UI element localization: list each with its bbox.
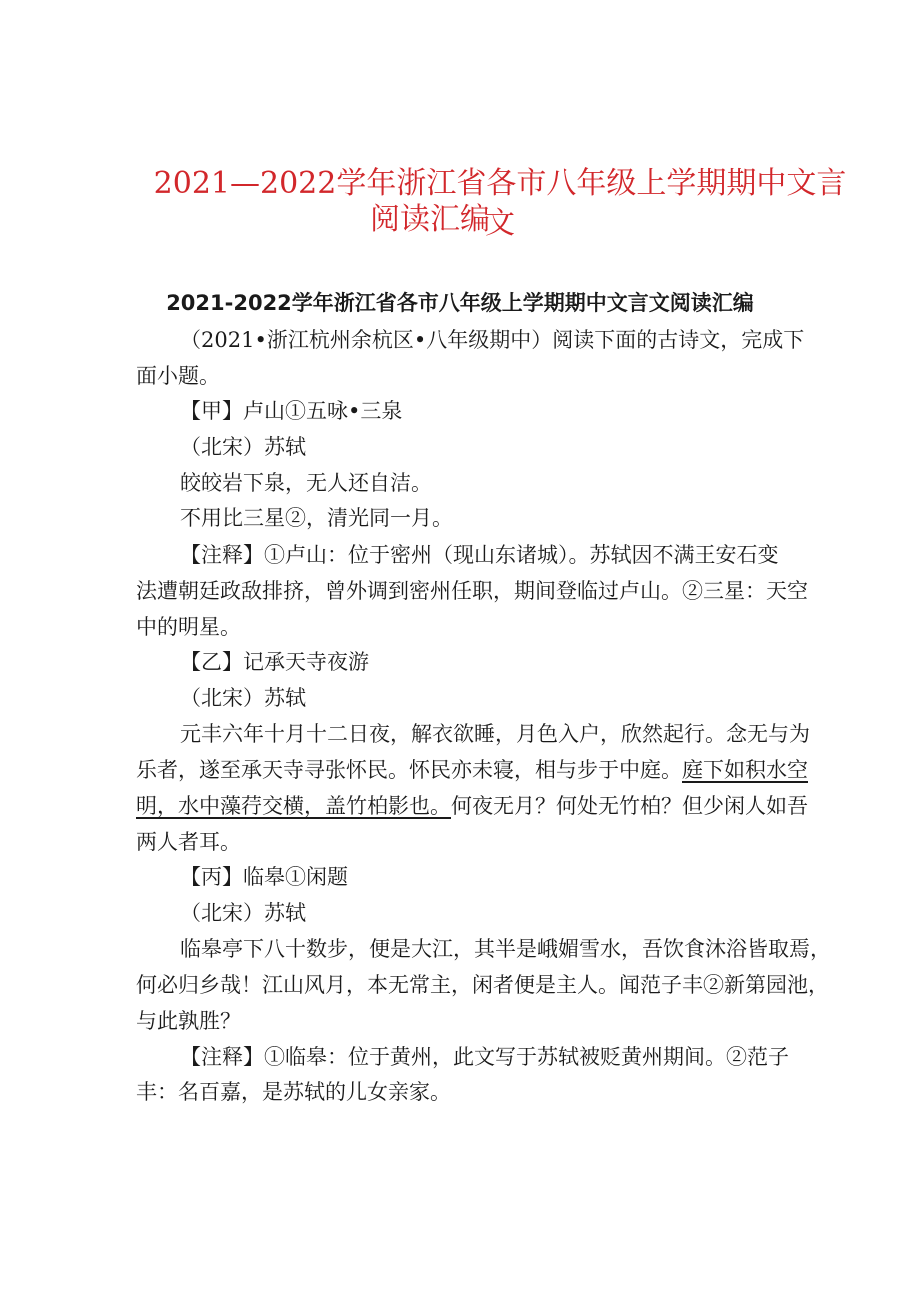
document-subtitle: 2021-2022学年浙江省各市八年级上学期期中文言文阅读汇编	[166, 291, 754, 315]
bing-author: （北宋）苏轼	[180, 901, 306, 925]
yi-text-line-2-underlined: 庭下如积水空	[682, 758, 808, 782]
bing-text-line-2: 何必归乡哉！江山风月，本无常主，闲者便是主人。闻范子丰②新第园池，	[136, 973, 829, 997]
yi-title: 【乙】记承天寺夜游	[180, 650, 369, 674]
bing-title: 【丙】临皋①闲题	[180, 865, 348, 889]
jia-title: 【甲】卢山①五咏•三泉	[180, 399, 403, 423]
bing-note-line-2: 丰：名百嘉，是苏轼的儿女亲家。	[136, 1080, 451, 1104]
yi-text-line-3-underlined: 明，水中藻荇交横，盖竹柏影也。	[136, 794, 451, 818]
document-title-line-1: 2021—2022学年浙江省各市八年级上学期期中文言文	[153, 166, 847, 241]
yi-text-line-3-plain: 何夜无月？何处无竹柏？但少闲人如吾	[451, 794, 808, 818]
yi-text-line-1: 元丰六年十月十二日夜，解衣欲睡，月色入户，欣然起行。念无与为	[180, 722, 810, 746]
yi-text-line-4: 两人者耳。	[136, 830, 241, 854]
bing-text-line-3: 与此孰胜？	[136, 1009, 241, 1033]
intro-line-2: 面小题。	[136, 364, 220, 388]
yi-text-line-2-plain: 乐者，遂至承天寺寻张怀民。怀民亦未寝，相与步于中庭。	[136, 758, 682, 782]
yi-author: （北宋）苏轼	[180, 686, 306, 710]
yi-text-line-2	[136, 755, 808, 785]
document-title-line-2: 阅读汇编	[370, 202, 490, 237]
bing-text-line-1: 临皋亭下八十数步，便是大江，其半是峨媚雪水，吾饮食沐浴皆取焉，	[180, 937, 831, 961]
jia-poem-line-1: 皎皎岩下泉，无人还自洁。	[180, 471, 432, 495]
yi-text-line-3	[136, 791, 808, 821]
jia-poem-line-2: 不用比三星②，清光同一月。	[180, 506, 453, 530]
intro-line-1: （2021•浙江杭州余杭区•八年级期中）阅读下面的古诗文，完成下	[180, 328, 805, 352]
jia-author: （北宋）苏轼	[180, 435, 306, 459]
jia-note-line-3: 中的明星。	[136, 615, 241, 639]
jia-note-line-1: 【注释】①卢山：位于密州（现山东诸城）。苏轼因不满王安石变	[180, 543, 779, 567]
jia-note-line-2: 法遭朝廷政敌排挤，曾外调到密州任职，期间登临过卢山。②三星：天空	[136, 579, 808, 603]
bing-note-line-1: 【注释】①临皋：位于黄州，此文写于苏轼被贬黄州期间。②范子	[180, 1045, 789, 1069]
